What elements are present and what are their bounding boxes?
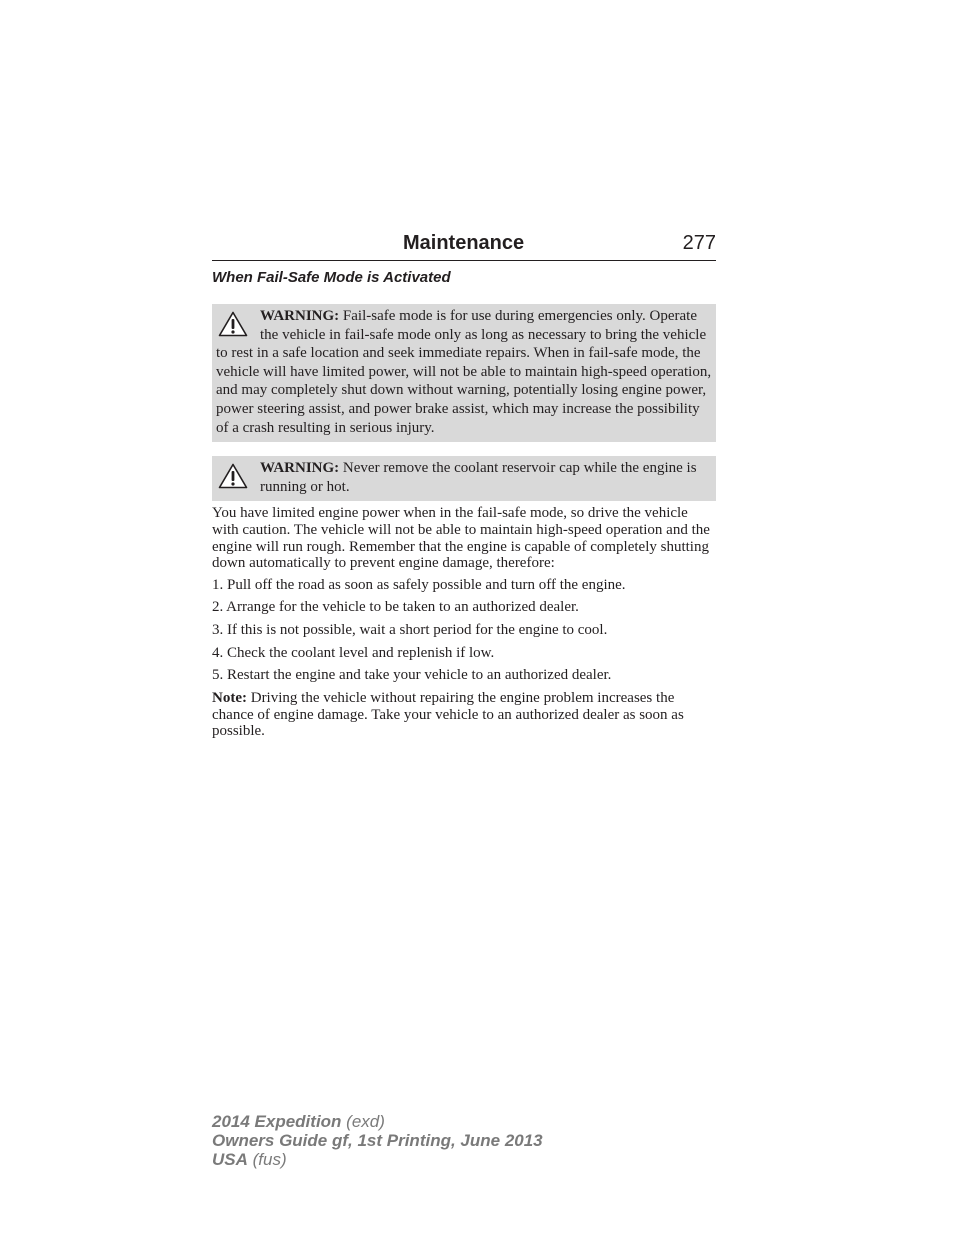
warning-box-coolant-cap	[212, 456, 716, 501]
note-text: Driving the vehicle without repairing the engine problem increases the chance of engine damage. Take your vehicle to an authorized dealer as soon as possible.	[212, 690, 684, 740]
page-number: 277	[682, 232, 716, 254]
page-content	[212, 228, 716, 740]
warning-label: WARNING:	[260, 460, 340, 477]
footer-line-printing: Owners Guide gf, 1st Printing, June 2013	[212, 1131, 543, 1150]
section-title: When Fail-Safe Mode is Activated	[212, 269, 451, 286]
list-item: 2. Arrange for the vehicle to be taken to an authorized dealer.	[212, 599, 579, 616]
footer-model-code: (exd)	[341, 1112, 385, 1131]
list-item: 5. Restart the engine and take your vehicle to an authorized dealer.	[212, 667, 612, 684]
warning-text: Never remove the coolant reservoir cap while the engine is running or hot.	[260, 460, 697, 495]
note-paragraph	[212, 690, 716, 740]
warning-triangle-icon	[218, 311, 248, 337]
footer-line-market	[212, 1150, 543, 1169]
intro-paragraph: You have limited engine power when in the fail-safe mode, so drive the vehicle with caution. The vehicle will not be able to maintain high-speed operation and the engine will run rough. Remember that the engine is capable of completely shutting down automatically to prevent engine damage, therefore:	[212, 505, 710, 572]
chapter-title: Maintenance	[403, 232, 525, 254]
warning-label: WARNING:	[260, 308, 340, 324]
warning-triangle-icon	[218, 463, 248, 489]
page-footer	[212, 1112, 543, 1169]
note-label: Note:	[212, 690, 247, 707]
footer-market: USA	[212, 1150, 248, 1169]
list-item: 4. Check the coolant level and replenish if low.	[212, 644, 495, 661]
warning-box-fail-safe	[212, 304, 716, 442]
footer-market-code: (fus)	[247, 1150, 287, 1169]
list-item: 1. Pull off the road as soon as safely possible and turn off the engine.	[212, 576, 626, 593]
list-item: 3. If this is not possible, wait a short period for the engine to cool.	[212, 621, 608, 638]
page-header	[212, 228, 716, 261]
footer-line-model	[212, 1112, 543, 1131]
footer-model: 2014 Expedition	[212, 1112, 342, 1131]
warning-text: Fail-safe mode is for use during emergencies only. Operate the vehicle in fail-safe mode only as long as necessary to bring the vehicle to rest in a safe location and seek immediate repairs. When in fail-safe mode, the vehicle will have limited power, will not be able to maintain high-speed operation, and may completely shut down without warning, potentially losing engine power, power steering assist, and power brake assist, which may increase the possibility of a crash resulting in serious injury.	[216, 308, 712, 436]
steps-list	[212, 577, 716, 684]
